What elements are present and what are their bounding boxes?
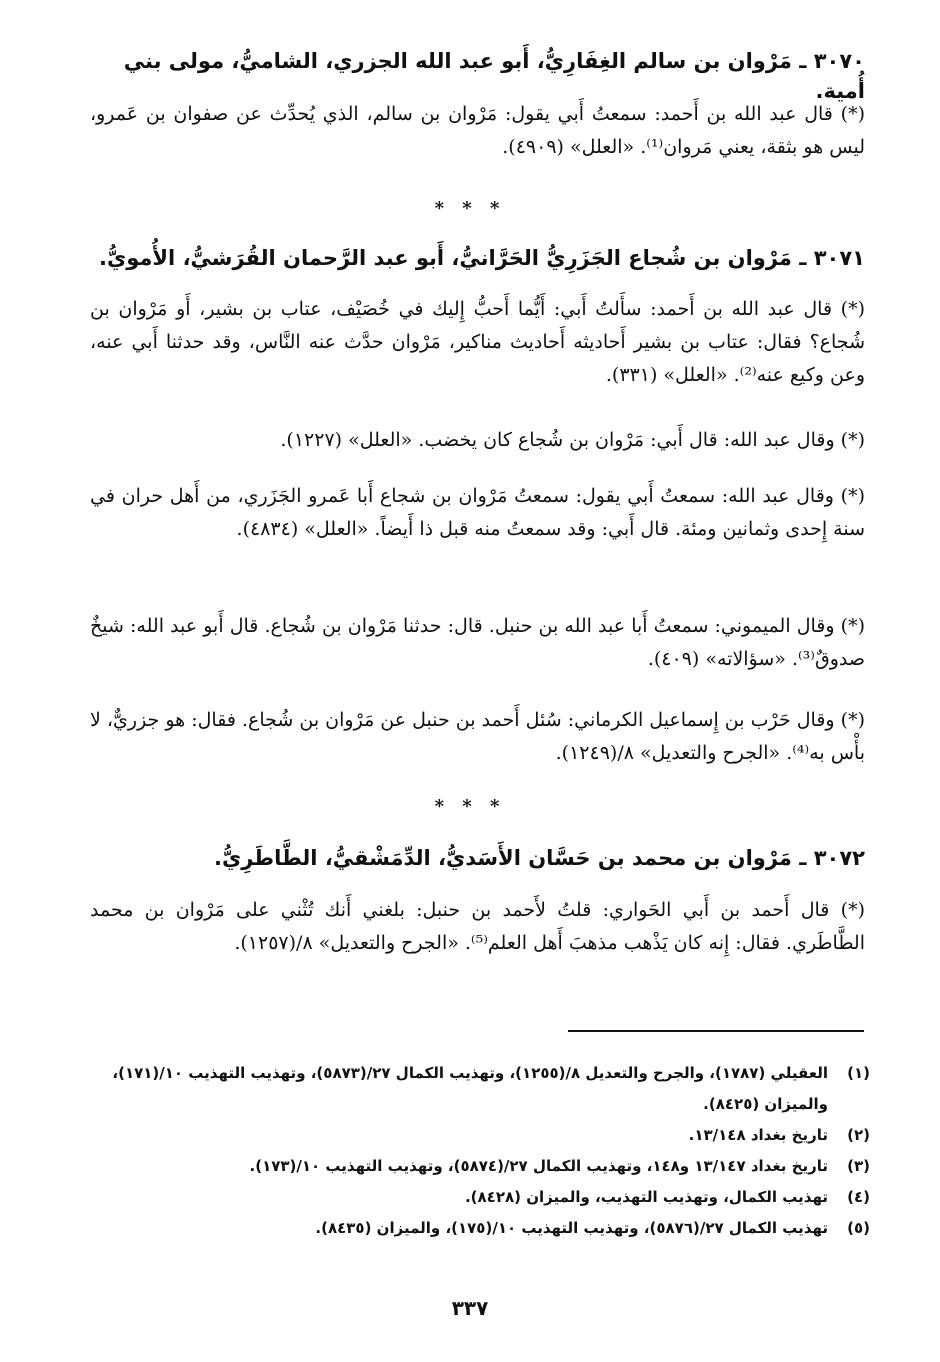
page-number: ٣٣٧	[451, 1296, 489, 1320]
entry-title-3070: ٣٠٧٠ ـ مَرْوان بن سالم الغِفَارِيُّ، أَبو عبد الله الجزري، الشاميُّ، مولى بني أُمية.	[123, 49, 865, 103]
footnote-number: (٥)	[847, 1219, 870, 1237]
section-separator: * * *	[434, 796, 506, 817]
footnote-item	[80, 1213, 870, 1244]
footnote-number: (٤)	[847, 1188, 870, 1206]
entry-paragraph: (*) قال أَحمد بن أَبي الحَواري: قلتُ لأَحمد بن حنبل: بلغني أَنك تُثْني على مَرْوان بن محمد الطَّاطَري. فقال: إِنه كان يَذْهب مذهبَ أَهل العلم⁽⁵⁾. «الجرح والتعديل» ٨/(١٢٥٧).	[90, 899, 865, 954]
footnote-rule	[568, 1030, 864, 1032]
section-separator: * * *	[434, 198, 506, 219]
footnote-item	[80, 1120, 870, 1151]
footnotes	[80, 1058, 870, 1244]
footnote-text: تاريخ بغداد ١٣/١٤٧ و١٤٨، وتهذيب الكمال ٢٧/(٥٨٧٤)، وتهذيب التهذيب ١٠/(١٧٣).	[249, 1157, 828, 1175]
footnote-text: تهذيب الكمال ٢٧/(٥٨٧٦)، وتهذيب التهذيب ١٠/(١٧٥)، والميزان (٨٤٣٥).	[315, 1219, 828, 1237]
footnote-item	[80, 1058, 870, 1120]
entry-title-3072: ٣٠٧٢ ـ مَرْوان بن محمد بن حَسَّان الأَسَديُّ، الدِّمَشْقيُّ، الطَّاطَرِيُّ.	[214, 846, 865, 870]
entry-paragraph: (*) وقال الميموني: سمعتُ أَبا عبد الله بن حنبل. قال: حدثنا مَرْوان بن شُجاع. قال أَبو عبد الله: شيخٌ صدوقٌ⁽³⁾. «سؤالاته» (٤٠٩).	[90, 615, 865, 670]
footnote-number: (٣)	[847, 1157, 870, 1175]
footnote-text: العقيلي (١٧٨٧)، والجرح والتعديل ٨/(١٢٥٥)، وتهذيب الكمال ٢٧/(٥٨٧٣)، وتهذيب التهذيب ١٠/(١٧١)، والميزان (٨٤٢٥).	[112, 1064, 828, 1113]
footnote-item	[80, 1151, 870, 1182]
entry-paragraph: (*) قال عبد الله بن أَحمد: سأَلتُ أَبي: أَيُّما أَحبُّ إِليك في خُصَيْف، عتاب بن بشير، أَو مَرْوان بن شُجاع؟ فقال: عتاب بن بشير أَحاديثه أَحاديث مناكير، مَرْوان حدَّث عنه النَّاس، وقد حدثنا أَبي عنه، وعن وكيع عنه⁽²⁾. «العلل» (٣٣١).	[90, 298, 865, 386]
entry-title-3071: ٣٠٧١ ـ مَرْوان بن شُجاع الجَزَرِيُّ الحَرَّانيُّ، أَبو عبد الرَّحمان القُرَشيُّ، الأُمويُّ.	[99, 246, 865, 270]
footnote-text: تاريخ بغداد ١٣/١٤٨.	[688, 1126, 828, 1144]
entry-paragraph: (*) وقال عبد الله: قال أَبي: مَرْوان بن شُجاع كان يخضب. «العلل» (١٢٢٧).	[280, 429, 865, 451]
footnote-item	[80, 1182, 870, 1213]
entry-paragraph: (*) وقال عبد الله: سمعتُ أَبي يقول: سمعتُ مَرْوان بن شجاع أَبا عَمرو الجَزَري، من أَهل حران في سنة إِحدى وثمانين ومئة. قال أَبي: وقد سمعتُ منه قبل ذا أَيضاً. «العلل» (٤٨٣٤).	[90, 485, 865, 540]
footnote-number: (١)	[847, 1064, 870, 1082]
entry-paragraph: (*) وقال حَرْب بن إِسماعيل الكرماني: سُئل أَحمد بن حنبل عن مَرْوان بن شُجاع. فقال: هو جزريٌّ، لا بأْس به⁽⁴⁾. «الجرح والتعديل» ٨/(١٢٤٩).	[90, 709, 865, 764]
footnote-number: (٢)	[847, 1126, 870, 1144]
entry-paragraph: (*) قال عبد الله بن أَحمد: سمعتُ أَبي يقول: مَرْوان بن سالم، الذي يُحدِّث عن صفوان بن عَمرو، ليس هو بثقة، يعني مَروان⁽¹⁾. «العلل» (٤٩٠٩).	[90, 103, 865, 158]
footnote-text: تهذيب الكمال، وتهذيب التهذيب، والميزان (٨٤٢٨).	[464, 1188, 828, 1206]
